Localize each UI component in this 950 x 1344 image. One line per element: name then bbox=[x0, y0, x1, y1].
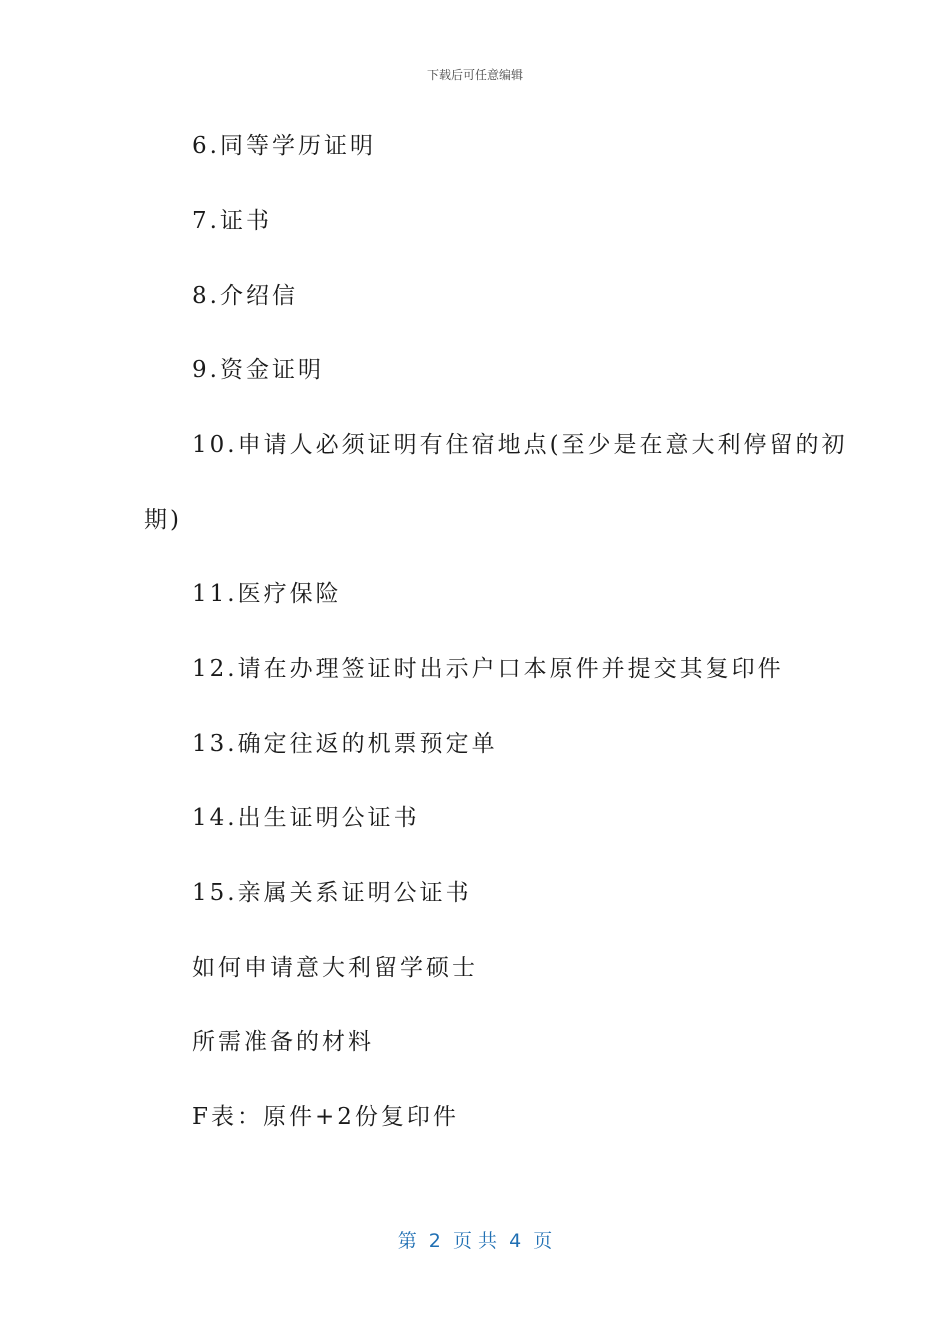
list-item: 13.确定往返的机票预定单 bbox=[192, 731, 498, 757]
list-item: 12.请在办理签证时出示户口本原件并提交其复印件 bbox=[192, 656, 784, 682]
list-item-continuation: 期) bbox=[144, 507, 182, 533]
section-subheading: 所需准备的材料 bbox=[192, 1029, 374, 1055]
list-item: 8.介绍信 bbox=[192, 283, 298, 309]
list-item: 9.资金证明 bbox=[192, 357, 324, 383]
page-indicator: 第 2 页 共 4 页 bbox=[397, 1230, 553, 1252]
list-item: 10.申请人必须证明有住宿地点(至少是在意大利停留的初 bbox=[192, 432, 848, 458]
list-item: 11.医疗保险 bbox=[192, 581, 342, 607]
header-note: 下载后可任意编辑 bbox=[426, 68, 523, 82]
list-item: 7.证书 bbox=[192, 208, 272, 234]
material-item: F表：原件+2份复印件 bbox=[192, 1104, 459, 1130]
list-item: 6.同等学历证明 bbox=[192, 133, 376, 159]
list-item: 15.亲属关系证明公证书 bbox=[192, 880, 472, 906]
list-item: 14.出生证明公证书 bbox=[192, 805, 420, 831]
section-heading: 如何申请意大利留学硕士 bbox=[192, 955, 478, 981]
